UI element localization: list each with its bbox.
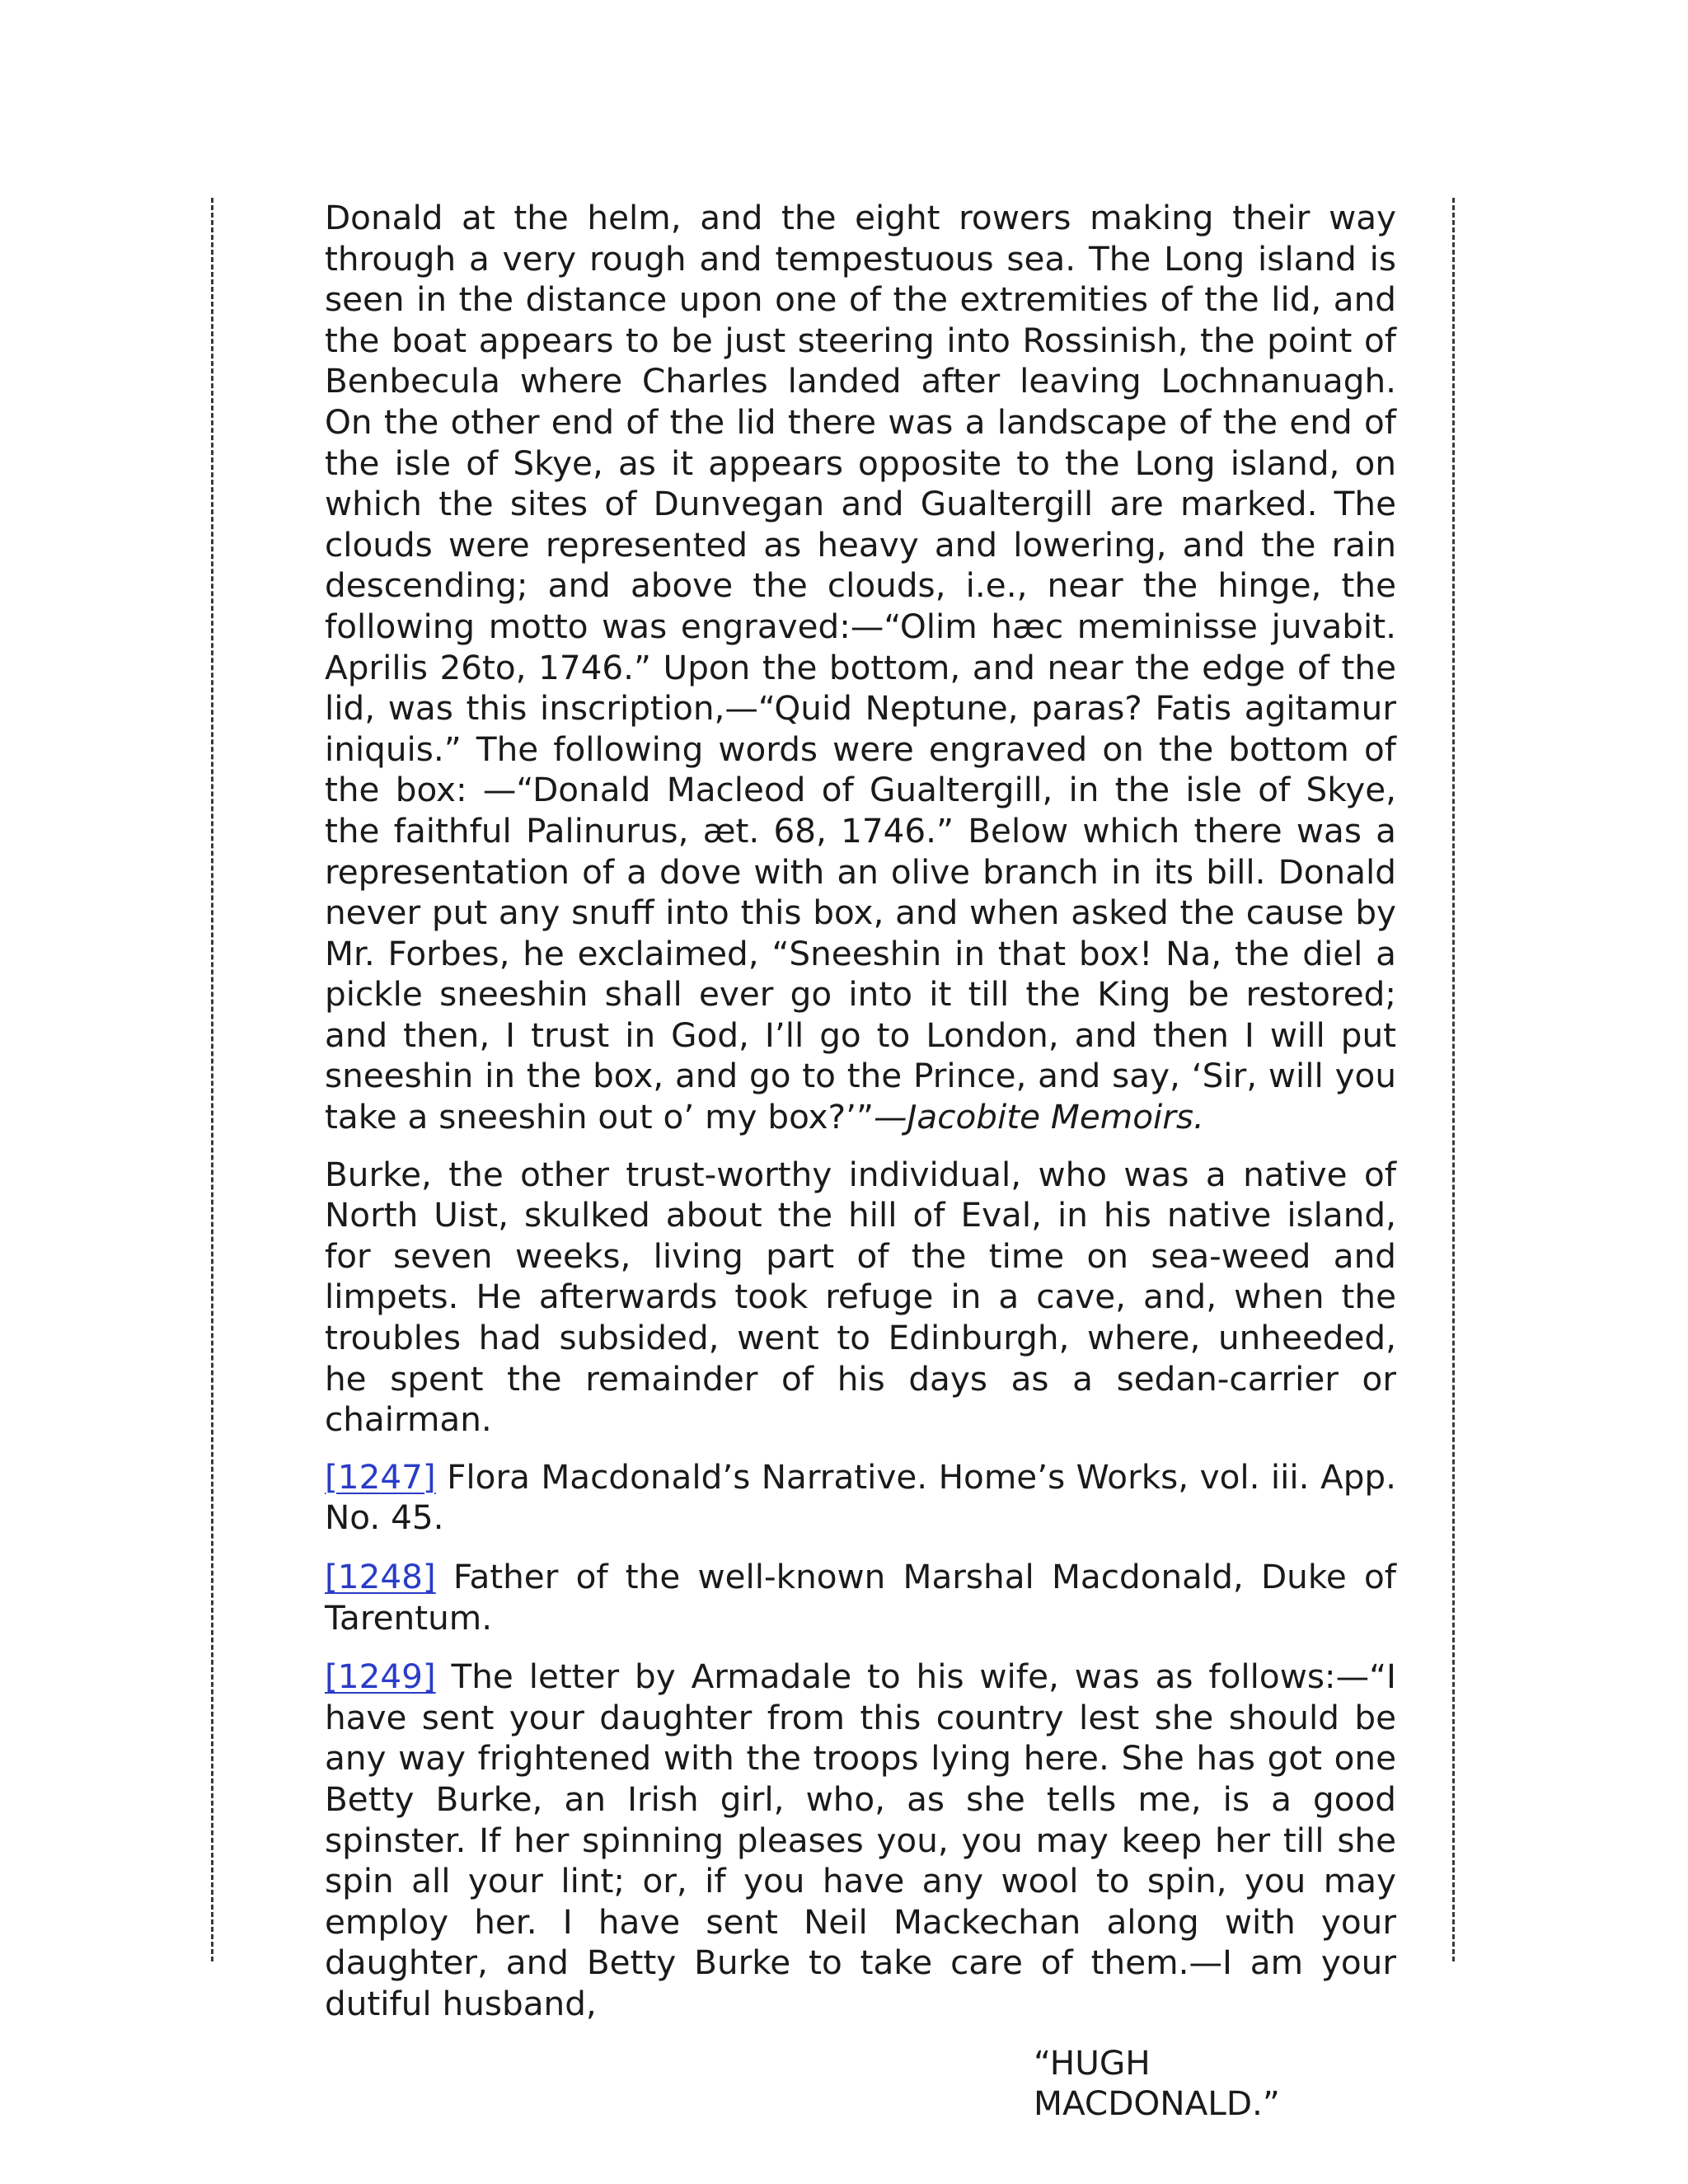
footnote-1248 [325,1557,1396,1638]
right-dashed-margin-rule [1452,198,1455,1961]
page-body [325,198,1396,2141]
footnote-text-1248: Father of the well-known Marshal Macdonald, Duke of Tarentum. [325,1557,1396,1638]
burke-paragraph: Burke, the other trust-worthy individual, who was a native of North Uist, skulked about the hill of Eval, in his native island, for seven weeks, living part of the time on sea-weed and limpets. He afterwards took refuge in a cave, and, when the troubles had subsided, went to Edinburgh, where, unheeded, he spent the remainder of his days as a sedan-carrier or chairman. [325,1154,1396,1440]
footnote-text-1249: The letter by Armadale to his wife, was as follows:—“I have sent your daughter from this country lest she should be any way frightened with the troops lying here. She has got one Betty Burke, an Irish girl, who, as she tells me, is a good spinster. If her spinning pleases you, you may keep her till she spin all your lint; or, if you have any wool to spin, you may employ her. I have sent Neil Mackechan along with your daughter, and Betty Burke to take care of them.—I am your dutiful husband, [325,1657,1396,2023]
footnote-1247 [325,1457,1396,1539]
footnote-ref-link-1247[interactable]: [1247] [325,1456,436,1497]
source-citation: —Jacobite Memoirs. [873,1097,1204,1137]
footnote-ref-link-1249[interactable]: [1249] [325,1657,436,1697]
left-dashed-margin-rule [211,198,213,1961]
letter-signature: “HUGH MACDONALD.” [1034,2042,1280,2124]
continuation-text: Donald at the helm, and the eight rowers making their way through a very rough and tempestuous sea. The Long island is seen in the distance upon one of the extremities of the lid, and the boat appears to be just steering into Rossinish, the point of Benbecula where Charles landed after leaving Lochnanuagh. On the other end of the lid there was a landscape of the end of the isle of Skye, as it appears opposite to the Long island, on which the sites of Dunvegan and Gualtergill are marked. The clouds were represented as heavy and lowering, and the rain descending; and above the clouds, i.e., near the hinge, the following motto was engraved:—“Olim hæc meminisse juvabit. Aprilis 26to, 1746.” Upon the bottom, and near the edge of the lid, was this inscription,—“Quid Neptune, paras? Fatis agitamur iniquis.” The following words were engraved on the bottom of the box: —“Donald Macleod of Gualtergill, in the isle of Skye, the faithful Palinurus, æt. 68, 1746.” Below which there was a representation of a dove with an olive branch in its bill. Donald never put any snuff into this box, and when asked the cause by Mr. Forbes, he exclaimed, “Sneeshin in that box! Na, the diel a pickle sneeshin shall ever go into it till the King be restored; and then, I trust in God, I’ll go to London, and then I will put sneeshin in the box, and go to the Prince, and say, ‘Sir, will you take a sneeshin out o’ my box?’” [325,198,1396,1137]
snuffbox-continuation-paragraph [325,198,1396,1138]
footnote-text-1247: Flora Macdonald’s Narrative. Home’s Works, vol. iii. App. No. 45. [325,1456,1396,1538]
footnote-1249 [325,1657,1396,2024]
footnote-ref-link-1248[interactable]: [1248] [325,1557,436,1596]
